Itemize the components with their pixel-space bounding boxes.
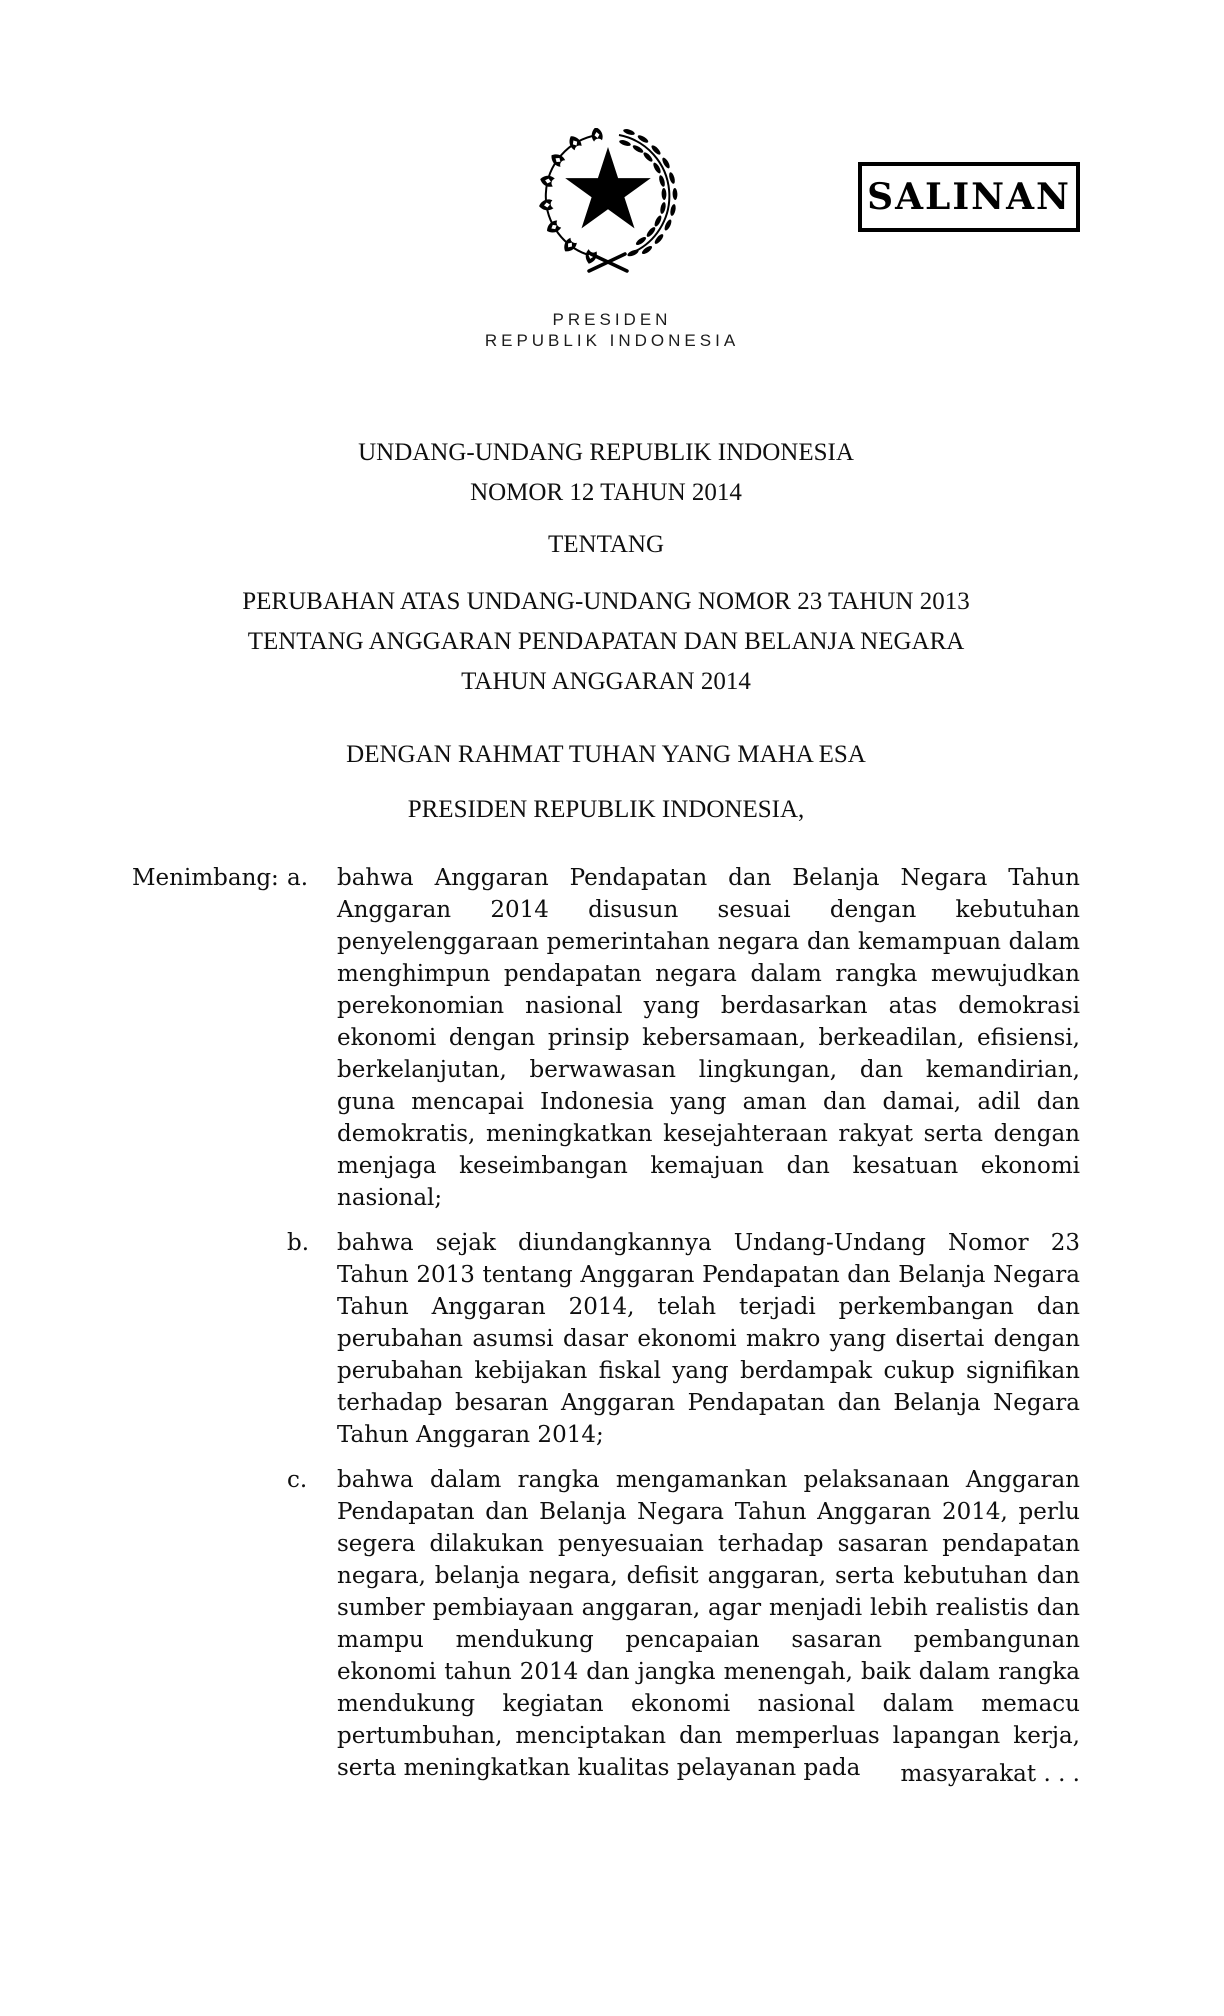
catchword: masyarakat . . . — [900, 1761, 1080, 1787]
law-title-line1: UNDANG-UNDANG REPUBLIK INDONESIA — [358, 439, 854, 466]
letterhead — [0, 309, 1224, 351]
presidential-seal-icon — [533, 128, 683, 276]
letterhead-line-republik-indonesia: REPUBLIK INDONESIA — [484, 331, 740, 350]
consideration-item-b — [132, 1227, 1080, 1451]
law-title-block — [132, 433, 1080, 702]
salinan-stamp — [858, 162, 1080, 232]
consideration-text-a: bahwa Anggaran Pendapatan dan Belanja Negara Tahun Anggaran 2014 disusun sesuai dengan kebutuhan penyelenggaraan pemerintahan negara dan kemampuan dalam menghimpun pendapatan negara dalam rangka mewujudkan perekonomian nasional yang berdasarkan atas demokrasi ekonomi dengan prinsip kebersamaan, berkeadilan, efisiensi, berkelanjutan, berwawasan lingkungan, dan kemandirian, guna mencapai Indonesia yang aman dan damai, adil dan demokratis, meningkatkan kesejahteraan rakyat serta dengan menjaga keseimbangan kemajuan dan kesatuan ekonomi nasional; — [337, 865, 1080, 1211]
consideration-item-c — [132, 1464, 1080, 1784]
consideration-text-c: bahwa dalam rangka mengamankan pelaksanaan Anggaran Pendapatan dan Belanja Negara Tahun Anggaran 2014, perlu segera dilakukan penyesuaian terhadap sasaran pendapatan negara, belanja negara, defisit anggaran, serta kebutuhan dan sumber pembiayaan anggaran, agar menjadi lebih realistis dan mampu mendukung pencapaian sasaran pembangunan ekonomi tahun 2014 dan jangka menengah, baik dalam rangka mendukung kegiatan ekonomi nasional dalam memacu pertumbuhan, menciptakan dan memperluas lapangan kerja, serta meningkatkan kualitas pelayanan pada — [337, 1467, 1080, 1781]
menimbang-label: Menimbang — [132, 865, 272, 891]
law-subject-line2: TENTANG ANGGARAN PENDAPATAN DAN BELANJA NEGARA — [247, 628, 965, 655]
considerations-section — [132, 862, 1080, 1797]
consideration-marker-a: a. — [287, 865, 309, 891]
invocation-line: DENGAN RAHMAT TUHAN YANG MAHA ESA — [346, 741, 866, 768]
salinan-stamp-label: SALINAN — [867, 176, 1071, 218]
consideration-item-a — [132, 862, 1080, 1214]
consideration-text-b: bahwa sejak diundangkannya Undang-Undang Nomor 23 Tahun 2013 tentang Anggaran Pendapatan dan Belanja Negara Tahun Anggaran 2014, telah terjadi perkembangan dan perubahan asumsi dasar ekonomi makro yang disertai dengan perubahan kebijakan fiskal yang berdampak cukup signifikan terhadap besaran Anggaran Pendapatan dan Belanja Negara Tahun Anggaran 2014; — [337, 1230, 1080, 1448]
consideration-marker-c: c. — [287, 1467, 308, 1493]
letterhead-line-presiden: PRESIDEN — [552, 310, 672, 329]
law-subject-line3: TAHUN ANGGARAN 2014 — [461, 668, 751, 695]
law-subject-line1: PERUBAHAN ATAS UNDANG-UNDANG NOMOR 23 TAHUN 2013 — [242, 588, 970, 615]
actor-line: PRESIDEN REPUBLIK INDONESIA, — [407, 796, 805, 823]
consideration-marker-b: b. — [287, 1230, 310, 1256]
law-number-line: NOMOR 12 TAHUN 2014 — [470, 479, 742, 506]
tentang-line: TENTANG — [547, 531, 665, 558]
menimbang-colon: : — [271, 865, 279, 891]
